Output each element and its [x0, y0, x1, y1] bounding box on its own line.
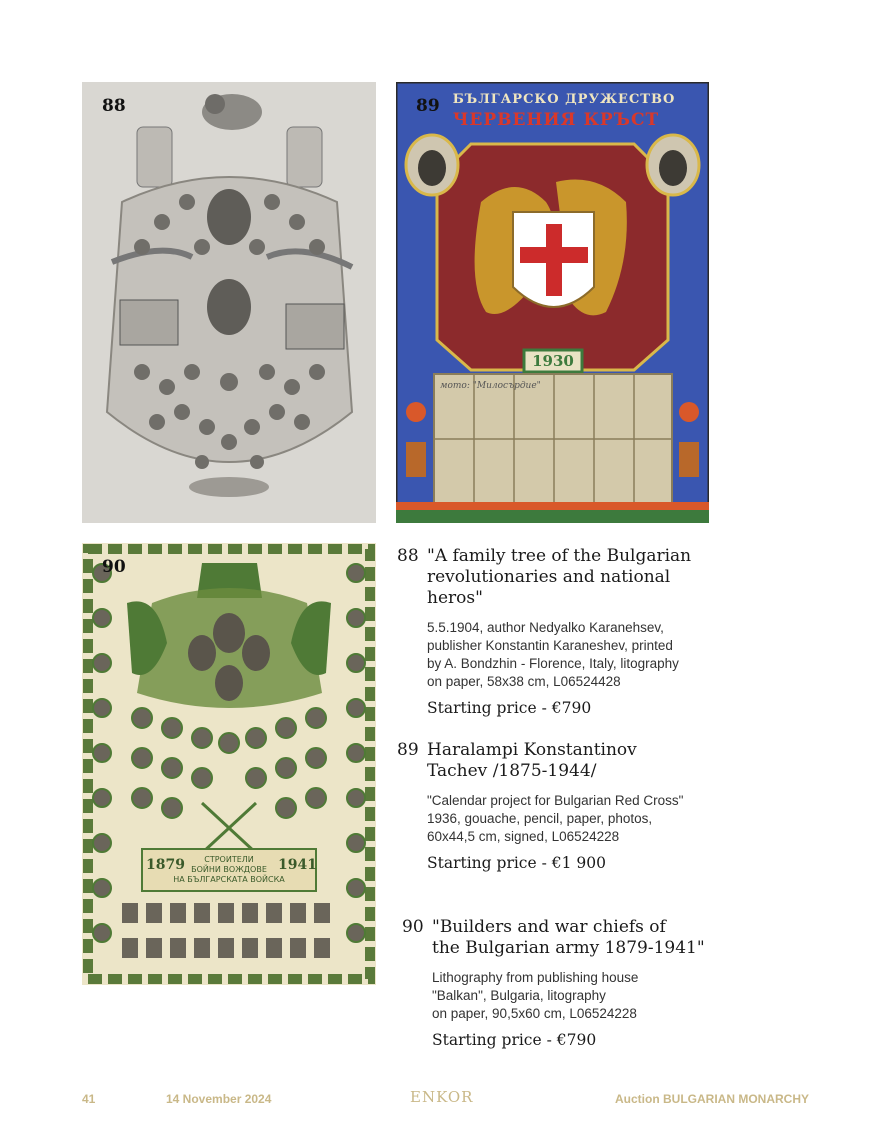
footer-auction-title: Auction BULGARIAN MONARCHY: [615, 1092, 809, 1106]
red-cross-calendar-illustration: [396, 82, 709, 523]
lot-88-entry: [397, 546, 727, 717]
image-lot-number: 88: [102, 96, 126, 116]
page-number: 41: [82, 1092, 96, 1106]
family-tree-illustration: [82, 82, 376, 523]
litho-banner-line-2: БОЙНИ ВОЖДОВЕ: [191, 865, 267, 874]
litho-banner-line-1: СТРОИТЕЛИ: [204, 855, 254, 864]
lot-description: 5.5.1904, author Nedyalko Karanehsev, publisher Konstantin Karaneshev, printed by A. Bondzhin - Florence, Italy, litography on paper, 58x38 cm, L06524428: [427, 620, 679, 689]
litho-banner: [142, 855, 316, 885]
lot-89-image[interactable]: [396, 82, 709, 523]
lot-89-entry: [397, 740, 727, 872]
lot-88-image[interactable]: [82, 82, 376, 523]
lot-number: 89: [397, 740, 419, 760]
calendar-motto: мото: "Милосърдие": [440, 381, 541, 391]
lot-90-image[interactable]: [82, 543, 376, 985]
lot-starting-price: Starting price - €790: [427, 699, 592, 717]
war-chiefs-illustration: [82, 543, 376, 985]
litho-year-left: 1879: [146, 857, 185, 873]
lot-number: 90: [402, 917, 424, 937]
lot-description: "Calendar project for Bulgarian Red Cross" 1936, gouache, pencil, paper, photos, 60x44,5 cm, signed, L06524228: [427, 793, 684, 844]
calendar-heading-1: БЪЛГАРСКО ДРУЖЕСТВО: [452, 92, 676, 107]
image-lot-number: 89: [416, 96, 440, 116]
calendar-year: 1930: [532, 352, 574, 370]
footer-date: 14 November 2024: [166, 1092, 272, 1106]
litho-banner-line-3: НА БЪЛГАРСКАТА ВОЙСКА: [173, 875, 285, 884]
enkor-logo: ENKOR: [410, 1088, 474, 1106]
lot-90-entry: [402, 917, 732, 1049]
lot-starting-price: Starting price - €1 900: [427, 854, 606, 872]
image-lot-number: 90: [102, 557, 126, 577]
lot-title: Haralampi Konstantinov Tachev /1875-1944/: [427, 740, 637, 781]
lot-title: "A family tree of the Bulgarian revolutionaries and national heros": [427, 546, 692, 608]
lot-description: Lithography from publishing house "Balkan", Bulgaria, litography on paper, 90,5x60 cm, L06524228: [432, 970, 639, 1021]
lot-starting-price: Starting price - €790: [432, 1031, 597, 1049]
litho-year-right: 1941: [278, 857, 317, 873]
calendar-heading-2: ЧЕРВЕНИЯ КРЪСТ: [452, 110, 660, 130]
lot-number: 88: [397, 546, 419, 566]
lot-title: "Builders and war chiefs of the Bulgarian army 1879-1941": [432, 917, 705, 958]
